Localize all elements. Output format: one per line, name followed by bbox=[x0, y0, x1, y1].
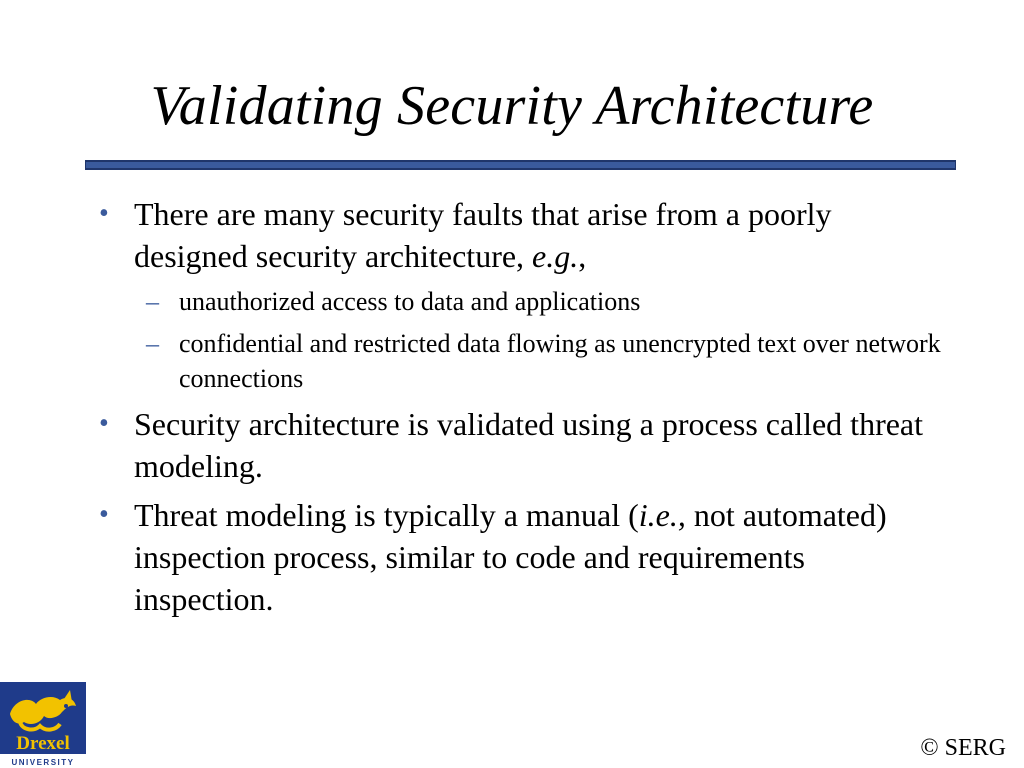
bullet-text: Threat modeling is typically a manual ( bbox=[134, 497, 639, 533]
copyright-text: © SERG bbox=[920, 735, 1006, 761]
logo-subtext: UNIVERSITY bbox=[11, 758, 75, 767]
bullet-emphasis: i.e., bbox=[638, 497, 686, 533]
bullet-dot-icon: • bbox=[99, 198, 109, 229]
bullet-dot-icon: • bbox=[99, 499, 109, 530]
drexel-logo bbox=[0, 682, 86, 768]
sub-bullet-text: unauthorized access to data and applications bbox=[179, 287, 641, 316]
bullet-suffix: , bbox=[578, 238, 587, 274]
dragon-logo-icon bbox=[0, 682, 86, 768]
bullet-item bbox=[96, 193, 946, 277]
bullet-text: There are many security faults that arise from a poorly designed security architecture, bbox=[134, 196, 832, 274]
bullet-text-after: not automated) inspection process, similar to code and requirements inspection. bbox=[134, 497, 887, 617]
dash-icon: – bbox=[146, 287, 159, 316]
logo-wordmark: Drexel bbox=[16, 733, 70, 754]
bullet-item bbox=[96, 403, 946, 487]
bullet-item bbox=[96, 494, 946, 620]
bullet-emphasis: e.g. bbox=[532, 238, 579, 274]
sub-bullet-item bbox=[96, 284, 946, 319]
title-divider bbox=[85, 160, 956, 170]
slide-body bbox=[96, 193, 946, 627]
bullet-dot-icon: • bbox=[99, 408, 109, 439]
dash-icon: – bbox=[146, 329, 159, 358]
slide-title: Validating Security Architecture bbox=[150, 75, 874, 137]
sub-bullet-text: confidential and restricted data flowing as unencrypted text over network connections bbox=[179, 329, 941, 393]
sub-bullet-list bbox=[96, 284, 946, 396]
bullet-text: Security architecture is validated using a process called threat modeling. bbox=[134, 406, 924, 484]
sub-bullet-item bbox=[96, 326, 946, 396]
